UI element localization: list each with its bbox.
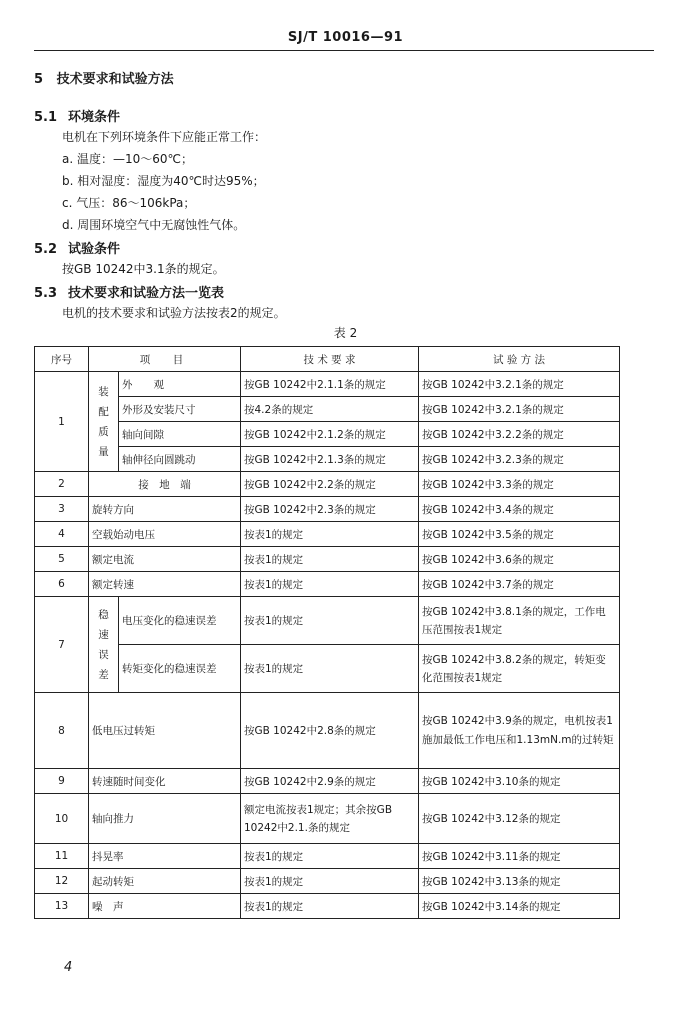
method-cell: 按GB 10242中3.10条的规定 <box>419 769 620 794</box>
table-caption: 表 2 <box>333 326 358 340</box>
section-5-3-heading <box>34 282 224 301</box>
list-item: b. 相对湿度：湿度为40℃时达95%； <box>62 174 265 188</box>
requirement-cell: 按表1的规定 <box>241 597 419 645</box>
requirement-cell: 按表1的规定 <box>241 547 419 572</box>
item-cell: 额定电流 <box>89 547 241 572</box>
row-no: 1 <box>35 372 89 472</box>
section-number: 5.3 <box>34 286 58 301</box>
method-cell: 按GB 10242中3.4条的规定 <box>419 497 620 522</box>
requirement-cell: 按GB 10242中2.1.3条的规定 <box>241 447 419 472</box>
item-cell: 旋转方向 <box>89 497 241 522</box>
requirements-table <box>34 346 620 919</box>
row-no: 9 <box>35 769 89 794</box>
header-item: 项 目 <box>89 347 241 372</box>
method-cell: 按GB 10242中3.6条的规定 <box>419 547 620 572</box>
header-no: 序号 <box>35 347 89 372</box>
row-no: 7 <box>35 597 89 693</box>
group-text: 装配质量 <box>98 385 109 458</box>
method-cell: 按GB 10242中3.2.2条的规定 <box>419 422 620 447</box>
method-cell: 按GB 10242中3.5条的规定 <box>419 522 620 547</box>
requirement-cell: 按GB 10242中2.3条的规定 <box>241 497 419 522</box>
method-cell: 按GB 10242中3.8.2条的规定，转矩变化范围按表1规定 <box>419 645 620 693</box>
table-row <box>35 397 620 422</box>
group-text: 稳速误差 <box>98 608 109 681</box>
method-cell: 按GB 10242中3.7条的规定 <box>419 572 620 597</box>
table-row <box>35 597 620 645</box>
item-cell: 轴向推力 <box>89 794 241 844</box>
method-cell: 按GB 10242中3.8.1条的规定，工作电压范围按表1规定 <box>419 597 620 645</box>
method-cell: 按GB 10242中3.3条的规定 <box>419 472 620 497</box>
table-row <box>35 422 620 447</box>
method-cell: 按GB 10242中3.2.1条的规定 <box>419 397 620 422</box>
row-no: 6 <box>35 572 89 597</box>
table-row <box>35 693 620 769</box>
section-number: 5 <box>34 72 44 87</box>
requirement-cell: 按GB 10242中2.9条的规定 <box>241 769 419 794</box>
section-title: 技术要求和试验方法一览表 <box>68 286 225 301</box>
requirement-cell: 按表1的规定 <box>241 894 419 919</box>
section-5-2-heading <box>34 238 120 257</box>
table-row <box>35 844 620 869</box>
section-title: 试验条件 <box>68 242 121 257</box>
table-row <box>35 894 620 919</box>
requirement-cell: 按GB 10242中2.2条的规定 <box>241 472 419 497</box>
item-cell: 空载始动电压 <box>89 522 241 547</box>
method-cell: 按GB 10242中3.12条的规定 <box>419 794 620 844</box>
item-cell: 转速随时间变化 <box>89 769 241 794</box>
section-title: 环境条件 <box>68 110 121 125</box>
item-cell: 抖晃率 <box>89 844 241 869</box>
requirement-cell: 按表1的规定 <box>241 522 419 547</box>
table-row <box>35 794 620 844</box>
table-row <box>35 522 620 547</box>
section-title: 技术要求和试验方法 <box>56 72 174 87</box>
item-cell: 轴伸径向圆跳动 <box>119 447 241 472</box>
section-number: 5.2 <box>34 242 58 257</box>
document-code: SJ/T 10016—91 <box>287 30 404 45</box>
header-requirement: 技 术 要 求 <box>241 347 419 372</box>
row-no: 2 <box>35 472 89 497</box>
item-cell: 额定转速 <box>89 572 241 597</box>
method-cell: 按GB 10242中3.9条的规定，电机按表1施加最低工作电压和1.13mN.m的过转矩 <box>419 693 620 769</box>
group-label <box>89 372 119 472</box>
requirement-cell: 按表1的规定 <box>241 844 419 869</box>
list-item: a. 温度：—10～60℃； <box>62 152 193 166</box>
table-row <box>35 645 620 693</box>
method-cell: 按GB 10242中3.2.3条的规定 <box>419 447 620 472</box>
table-row <box>35 372 620 397</box>
table-row <box>35 497 620 522</box>
header-rule <box>34 50 654 51</box>
paragraph: 按GB 10242中3.1条的规定。 <box>62 262 225 276</box>
item-cell: 接 地 端 <box>89 472 241 497</box>
row-no: 4 <box>35 522 89 547</box>
list-item: d. 周围环境空气中无腐蚀性气体。 <box>62 218 246 232</box>
requirement-cell: 按表1的规定 <box>241 869 419 894</box>
section-5-heading <box>34 68 174 87</box>
requirement-cell: 按GB 10242中2.1.2条的规定 <box>241 422 419 447</box>
item-cell: 外形及安装尺寸 <box>119 397 241 422</box>
item-cell: 噪 声 <box>89 894 241 919</box>
table-row <box>35 572 620 597</box>
item-cell: 外 观 <box>119 372 241 397</box>
item-cell: 电压变化的稳速误差 <box>119 597 241 645</box>
requirement-cell: 按GB 10242中2.1.1条的规定 <box>241 372 419 397</box>
method-cell: 按GB 10242中3.11条的规定 <box>419 844 620 869</box>
row-no: 5 <box>35 547 89 572</box>
requirement-cell: 按4.2条的规定 <box>241 397 419 422</box>
group-label <box>89 597 119 693</box>
table-row <box>35 547 620 572</box>
method-cell: 按GB 10242中3.14条的规定 <box>419 894 620 919</box>
table-row <box>35 447 620 472</box>
row-no: 12 <box>35 869 89 894</box>
row-no: 11 <box>35 844 89 869</box>
table-header-row <box>35 347 620 372</box>
page-number: 4 <box>64 960 73 975</box>
table-row <box>35 869 620 894</box>
item-cell: 起动转矩 <box>89 869 241 894</box>
requirement-cell: 额定电流按表1规定；其余按GB 10242中2.1.条的规定 <box>241 794 419 844</box>
list-item: c. 气压：86～106kPa； <box>62 196 196 210</box>
item-cell: 转矩变化的稳速误差 <box>119 645 241 693</box>
paragraph: 电机的技术要求和试验方法按表2的规定。 <box>62 306 286 320</box>
section-number: 5.1 <box>34 110 58 125</box>
table-row <box>35 769 620 794</box>
item-cell: 轴向间隙 <box>119 422 241 447</box>
method-cell: 按GB 10242中3.13条的规定 <box>419 869 620 894</box>
row-no: 13 <box>35 894 89 919</box>
method-cell: 按GB 10242中3.2.1条的规定 <box>419 372 620 397</box>
row-no: 3 <box>35 497 89 522</box>
section-5-1-heading <box>34 106 120 125</box>
row-no: 8 <box>35 693 89 769</box>
requirement-cell: 按表1的规定 <box>241 572 419 597</box>
header-method: 试 验 方 法 <box>419 347 620 372</box>
table-row <box>35 472 620 497</box>
paragraph: 电机在下列环境条件下应能正常工作： <box>62 130 267 144</box>
requirement-cell: 按表1的规定 <box>241 645 419 693</box>
row-no: 10 <box>35 794 89 844</box>
requirement-cell: 按GB 10242中2.8条的规定 <box>241 693 419 769</box>
item-cell: 低电压过转矩 <box>89 693 241 769</box>
